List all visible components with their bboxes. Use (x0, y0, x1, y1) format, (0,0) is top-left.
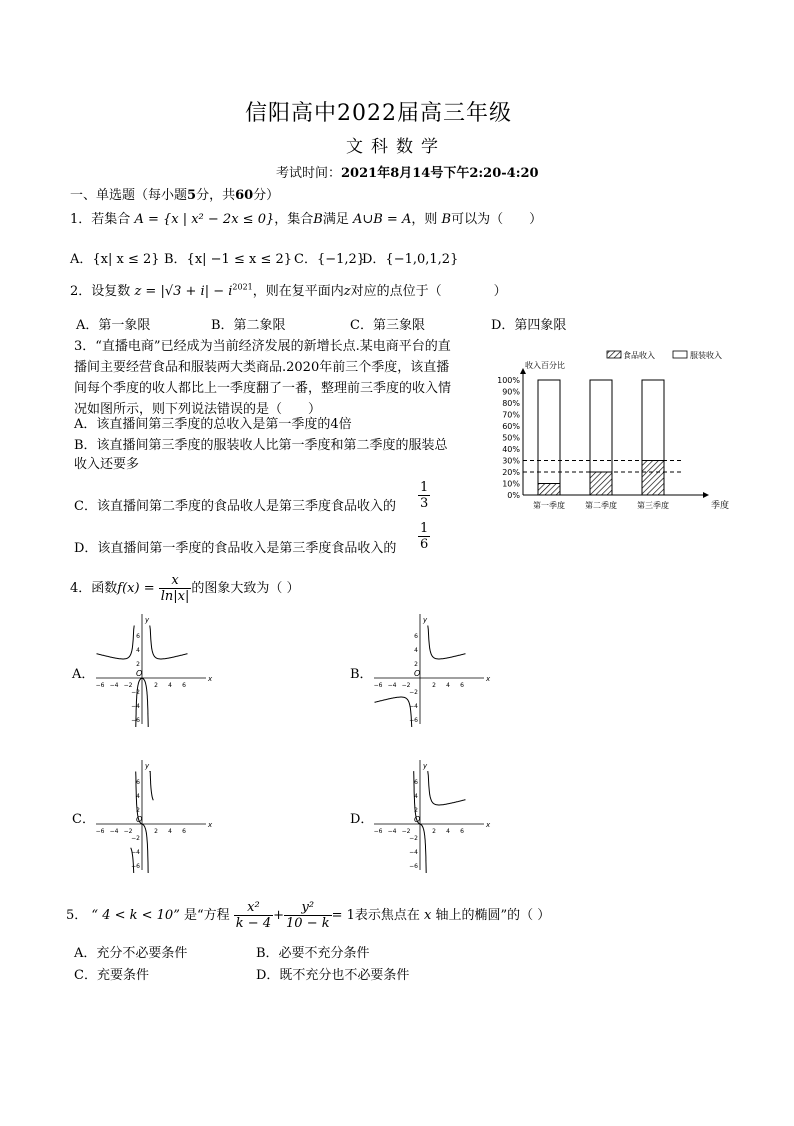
question-5-stem (66, 900, 550, 931)
q4-graph-a (94, 612, 214, 727)
chart-y-tick-label: 10% (502, 479, 520, 489)
chart-legend-label-clothing: 服装收入 (690, 351, 722, 360)
chart-y-tick-label: 50% (502, 433, 520, 443)
q3-option-c-fraction (418, 480, 430, 511)
q3-fracC-num: 1 (420, 480, 429, 495)
q1-number: 1． (70, 212, 92, 227)
chart-bar-food (642, 461, 664, 496)
q2-number: 2． (70, 284, 92, 299)
graph-x-tick: 6 (182, 682, 186, 689)
graph-y-tick: 2 (414, 661, 418, 668)
q1-option-a: A．{x| x ≤ 2} (70, 252, 160, 267)
graph-x-tick: 6 (460, 682, 464, 689)
graph-y-tick: 6 (414, 633, 418, 640)
graph-x-axis-label: x (208, 821, 213, 829)
chart-y-tick-label: 0% (507, 491, 520, 500)
graph-y-tick: 6 (414, 779, 418, 786)
graph-x-axis-label: x (208, 675, 213, 683)
q5-x: x (424, 908, 432, 923)
q2-option-d: D．第四象限 (491, 318, 567, 333)
graph-x-tick: 2 (432, 682, 436, 689)
graph-x-tick: 4 (168, 828, 172, 835)
q4-frac-den: ln|x| (160, 589, 190, 604)
graph-x-tick: −4 (387, 828, 397, 835)
q5-frac2-num: y² (284, 900, 332, 916)
q2-option-c: C．第三象限 (350, 318, 425, 333)
chart-y-tick-label: 20% (502, 468, 520, 477)
q5-frac2-den: 10 − k (286, 916, 330, 931)
q1-text-e: 可以为（ ） (451, 212, 543, 227)
graph-x-tick: −2 (123, 682, 133, 689)
graph-x-tick: −6 (373, 828, 383, 835)
graph-curve (428, 626, 466, 660)
exam-time (276, 162, 539, 181)
exam-time-label: 考试时间： (276, 166, 342, 181)
q4-number: 4． (70, 581, 92, 596)
q1-set-b-2: B (441, 212, 452, 227)
graph-curve (427, 772, 465, 806)
graph-y-axis-label: y (145, 762, 150, 770)
graph-curve (150, 626, 188, 660)
question-4-stem (70, 573, 300, 604)
q2-text-b: ，则在复平面内 (252, 284, 344, 299)
section-heading-end: 分） (253, 188, 280, 203)
graph-x-tick: −6 (95, 828, 105, 835)
graph-x-tick: −2 (401, 828, 411, 835)
graph-x-tick: −4 (109, 682, 119, 689)
graph-y-tick: 4 (414, 647, 418, 654)
graph-x-tick: −6 (95, 682, 105, 689)
q5-option-b: B．必要不充分条件 (256, 946, 370, 961)
q3-fracD-num: 1 (420, 521, 429, 536)
graph-y-tick: −2 (409, 689, 418, 696)
graph-y-tick: 4 (414, 793, 418, 800)
section-heading-text: 一、单选题（每小题 (70, 188, 188, 203)
q5-frac1-num: x² (234, 900, 273, 916)
chart-legend-label-food: 食品收入 (623, 351, 655, 360)
q5-plus: + (273, 908, 285, 923)
q1-set-b: B (313, 212, 323, 227)
graph-origin-label: O (136, 815, 143, 824)
exam-time-value: 2021年8月14号下午2:20-4:20 (341, 166, 539, 181)
graph-y-axis-label: y (423, 616, 428, 624)
question-1-stem (70, 208, 542, 227)
graph-x-tick: 4 (446, 828, 450, 835)
q4-graph-c (94, 758, 214, 873)
chart-bar-clothing (590, 380, 612, 472)
q5-text-b: 表示焦点在 (354, 908, 420, 923)
graph-curve (420, 824, 426, 873)
graph-x-axis-label: x (486, 675, 491, 683)
chart-category-label: 第一季度 (533, 501, 565, 510)
q2-text-c: 对应的点位于（ ） (350, 284, 507, 299)
graph-curve (149, 772, 153, 801)
q4-graph-b (372, 612, 492, 727)
q4-frac-num: x (159, 573, 192, 589)
chart-y-label: 收入百分比 (525, 361, 565, 370)
q2-z: z (343, 284, 351, 299)
q5-frac1-den: k − 4 (235, 916, 272, 931)
q4-graph-d (372, 758, 492, 873)
section-points-each: 5 (187, 188, 197, 203)
chart-legend-swatch-food (607, 351, 621, 358)
q1-option-d: D．{−1,0,1,2} (362, 252, 459, 267)
q2-expression: z = |√3 + i| − i (134, 284, 233, 299)
chart-x-label: 季度 (711, 501, 730, 511)
q5-text-c: 轴上的椭圆”的（ ） (435, 908, 551, 923)
q3-line-2: 播间主要经营食品和服装两大类商品.2020年前三个季度，该直播 (74, 360, 450, 375)
subject-title: 文科数学 (346, 137, 446, 157)
chart-y-tick-label: 40% (502, 445, 520, 454)
q5-option-a: A．充分不必要条件 (74, 946, 188, 961)
graph-x-tick: 4 (168, 682, 172, 689)
q1-option-c: C．{−1,2} (294, 252, 366, 267)
q2-option-b: B．第二象限 (211, 318, 286, 333)
q3-option-c: C．该直播间第二季度的食品收人是第三季度食品收入的 (74, 499, 396, 514)
graph-y-tick: 6 (136, 633, 140, 640)
graph-curve (375, 697, 413, 727)
q4-label-a: A． (72, 667, 95, 682)
graph-y-tick: −4 (409, 849, 418, 856)
chart-category-label: 第三季度 (637, 501, 669, 510)
graph-y-tick: 4 (136, 793, 140, 800)
chart-y-tick-label: 60% (502, 422, 520, 431)
q3-option-a: A．该直播间第三季度的总收入是第一季度的4倍 (74, 417, 352, 432)
graph-y-tick: −2 (131, 835, 140, 842)
q1-text-b: ，集合 (274, 212, 314, 227)
graph-y-tick: −4 (131, 849, 140, 856)
q3-line-3: 间每个季度的收人都比上一季度翻了一番，整理前三季度的收入情 (74, 381, 452, 396)
q2-text-a: 设复数 (91, 284, 131, 299)
graph-y-tick: −4 (409, 703, 418, 710)
graph-origin-label: O (414, 669, 421, 678)
chart-bar-food (590, 472, 612, 495)
q3-option-d-fraction (418, 521, 430, 552)
graph-x-tick: −4 (109, 828, 119, 835)
q2-exponent: 2021 (232, 282, 253, 292)
q3-line-4: 况如图所示，则下列说法错误的是（ ） (74, 402, 322, 417)
graph-x-tick: −2 (401, 682, 411, 689)
q3-fracC-den: 3 (420, 496, 429, 511)
q3-fracD-den: 6 (420, 537, 429, 552)
chart-y-tick-label: 80% (502, 399, 520, 408)
q4-text-b: 的图象大致为（ ） (191, 581, 300, 596)
q5-number: 5． (66, 908, 88, 923)
graph-y-tick: −4 (131, 703, 140, 710)
page-title: 信阳高中2022届高三年级 (245, 101, 512, 126)
graph-y-tick: −6 (131, 863, 140, 870)
graph-origin-label: O (414, 815, 421, 824)
question-2-stem (70, 280, 507, 299)
graph-x-tick: 2 (154, 682, 158, 689)
section-heading (70, 184, 279, 203)
graph-curve (142, 678, 148, 727)
chart-y-tick-label: 30% (502, 456, 520, 466)
q5-option-c: C．充要条件 (74, 968, 149, 983)
chart-y-tick-label: 70% (502, 410, 520, 420)
q5-text-a: 是“方程 (184, 908, 230, 923)
graph-x-axis-label: x (486, 821, 491, 829)
graph-x-tick: 4 (446, 682, 450, 689)
q4-fx: f(x) = (117, 581, 155, 596)
graph-y-tick: −2 (409, 835, 418, 842)
graph-y-tick: −6 (131, 717, 140, 724)
chart-bar-clothing (538, 380, 560, 484)
chart-category-label: 第二季度 (585, 501, 617, 510)
chart-bar-food (538, 484, 560, 496)
chart-bar-clothing (642, 380, 664, 461)
q5-option-d: D．既不充分也不必要条件 (256, 968, 410, 983)
section-heading-mid: 分，共 (196, 188, 236, 203)
graph-x-tick: 2 (432, 828, 436, 835)
graph-y-tick: 2 (414, 807, 418, 814)
graph-y-tick: 2 (136, 661, 140, 668)
graph-y-tick: 2 (136, 807, 140, 814)
q4-text-a: 函数 (91, 581, 118, 596)
chart-y-tick-label: 90% (502, 387, 520, 397)
q3-option-d: D．该直播间第一季度的食品收入是第三季度食品收入的 (74, 541, 397, 556)
graph-origin-label: O (136, 669, 143, 678)
chart-y-tick-label: 100% (497, 376, 520, 385)
graph-y-tick: 6 (136, 779, 140, 786)
q1-text-c: 满足 (322, 212, 349, 227)
q3-option-b-line1: B．该直播间第三季度的服装收人比第一季度和第二季度的服装总 (74, 438, 448, 453)
q2-option-a: A．第一象限 (76, 318, 151, 333)
section-points-total: 60 (235, 188, 254, 203)
q1-set-a: A = {x | x² − 2x ≤ 0} (134, 212, 275, 227)
q3-revenue-chart (485, 345, 735, 515)
q4-label-d: D． (350, 812, 374, 827)
graph-x-tick: 6 (460, 828, 464, 835)
graph-y-axis-label: y (145, 616, 150, 624)
graph-y-tick: −6 (409, 717, 418, 724)
q5-condition: “ 4 < k < 10” (91, 908, 180, 923)
graph-y-tick: −2 (131, 689, 140, 696)
chart-x-arrow (703, 492, 709, 498)
graph-x-tick: 6 (182, 828, 186, 835)
graph-y-tick: 4 (136, 647, 140, 654)
graph-x-tick: −6 (373, 682, 383, 689)
graph-y-tick: −6 (409, 863, 418, 870)
q1-option-b: B．{x| −1 ≤ x ≤ 2} (164, 252, 293, 267)
graph-curve (97, 626, 135, 660)
q3-option-b-line2: 收入还要多 (74, 457, 140, 472)
q4-label-c: C． (72, 812, 95, 827)
graph-x-tick: −4 (387, 682, 397, 689)
q5-equals: = 1 (331, 908, 355, 923)
q1-text-a: 若集合 (91, 212, 131, 227)
q3-line-1: 3．“直播电商”已经成为当前经济发展的新增长点.某电商平台的直 (74, 339, 451, 354)
chart-legend-swatch-clothing (673, 351, 687, 358)
graph-x-tick: −2 (123, 828, 133, 835)
q4-label-b: B． (350, 667, 373, 682)
graph-x-tick: 2 (154, 828, 158, 835)
q1-condition: A∪B = A (352, 212, 412, 227)
q1-text-d: ，则 (411, 212, 438, 227)
graph-y-axis-label: y (423, 762, 428, 770)
